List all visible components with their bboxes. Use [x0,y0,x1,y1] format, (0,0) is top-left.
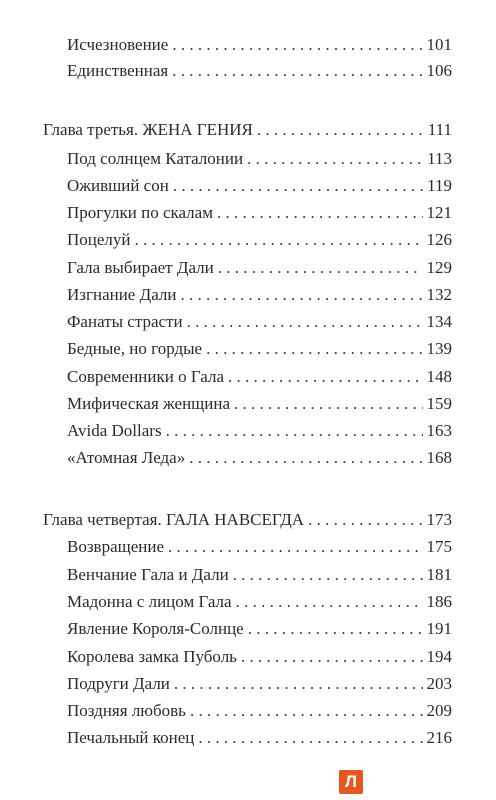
toc-item-row [0,363,496,391]
dot-leader [168,533,422,561]
toc-entry-title: Гала выбирает Дали [67,258,214,277]
toc-entry-title: Глава третья. ЖЕНА ГЕНИЯ [43,120,253,139]
toc-entry-title: Оживший сон [67,176,169,195]
toc-entry-title: Фанаты страсти [67,312,183,331]
toc-page-number: 159 [426,394,452,413]
toc-entry-title: Под солнцем Каталонии [67,149,244,168]
toc-entry-title: Мадонна с лицом Гала [67,592,232,611]
dot-leader [228,363,423,391]
toc-chapter-row [0,506,496,534]
toc-page-number: 191 [426,619,452,638]
toc-item-row [0,444,496,472]
toc-entry-title: Королева замка Пуболь [67,647,237,666]
dot-leader [234,390,422,418]
toc-entry-title: «Атомная Леда» [67,448,186,467]
toc-page-number: 113 [427,149,452,168]
dot-leader [233,561,423,589]
toc-item-row [0,588,496,616]
toc-page-number: 111 [427,120,452,139]
toc-page-number: 148 [426,367,452,386]
toc-page-number: 186 [426,592,452,611]
dot-leader [218,254,423,282]
toc-entry-title: Глава четвертая. ГАЛА НАВСЕГДА [43,510,305,529]
toc-page-number: 119 [427,176,452,195]
toc-item-row [0,643,496,671]
dot-leader [172,57,422,85]
toc-item-row [0,308,496,336]
toc-entry-title: Прогулки по скалам [67,203,213,222]
toc-item-row [0,697,496,725]
dot-leader [257,116,424,144]
toc-item-row [0,724,496,752]
toc-item-row [0,335,496,363]
toc-item-row [0,172,496,200]
toc-item-row [0,145,496,173]
toc-page-number: 194 [426,647,452,666]
toc-page-number: 129 [426,258,452,277]
toc-item-row [0,670,496,698]
toc-item-row [0,561,496,589]
toc-item-row [0,226,496,254]
toc-item-row [0,281,496,309]
dot-leader [206,335,422,363]
toc-page-number: 209 [426,701,452,720]
toc-page-number: 101 [426,35,452,54]
dot-leader [236,588,423,616]
toc-item-row [0,390,496,418]
toc-page-number: 139 [426,339,452,358]
toc-page-number: 132 [426,285,452,304]
toc-entry-title: Явление Короля-Солнце [67,619,244,638]
dot-leader [180,281,422,309]
toc-page-number: 106 [426,61,452,80]
dot-leader [189,444,422,472]
toc-item-row [0,57,496,85]
dot-leader [135,226,423,254]
toc-entry-title: Мифическая женщина [67,394,231,413]
toc-entry-title: Единственная [67,61,169,80]
toc-page-number: 168 [426,448,452,467]
publisher-logo-badge [339,770,363,794]
toc-chapter-row [0,116,496,144]
dot-leader [174,670,423,698]
toc-page-number: 134 [426,312,452,331]
dot-leader [166,417,423,445]
toc-entry-title: Поздняя любовь [67,701,186,720]
toc-entry-title: Печальный конец [67,728,195,747]
dot-leader [248,615,423,643]
toc-page-number: 121 [426,203,452,222]
dot-leader [308,506,422,534]
dot-leader [172,31,422,59]
toc-entry-title: Avida Dollars [67,421,162,440]
toc-page-number: 181 [426,565,452,584]
toc-page-number: 203 [426,674,452,693]
toc-item-row [0,199,496,227]
toc-item-row [0,31,496,59]
toc-item-row [0,254,496,282]
toc-page-number: 163 [426,421,452,440]
dot-leader [190,697,423,725]
dot-leader [217,199,423,227]
toc-page-number: 175 [426,537,452,556]
toc-item-row [0,533,496,561]
toc-entry-title: Подруги Дали [67,674,170,693]
publisher-logo-letter: Л [345,772,357,791]
toc-entry-title: Бедные, но гордые [67,339,203,358]
dot-leader [241,643,423,671]
dot-leader [187,308,423,336]
toc-item-row [0,417,496,445]
toc-entry-title: Венчание Гала и Дали [67,565,229,584]
toc-page-number: 126 [426,230,452,249]
toc-entry-title: Исчезновение [67,35,169,54]
toc-entry-title: Возвращение [67,537,165,556]
dot-leader [198,724,422,752]
dot-leader [173,172,423,200]
toc-page-number: 173 [426,510,452,529]
toc-entry-title: Поцелуй [67,230,131,249]
toc-page-number: 216 [426,728,452,747]
toc-entry-title: Изгнание Дали [67,285,177,304]
toc-item-row [0,615,496,643]
toc-entry-title: Современники о Гала [67,367,224,386]
dot-leader [247,145,423,173]
